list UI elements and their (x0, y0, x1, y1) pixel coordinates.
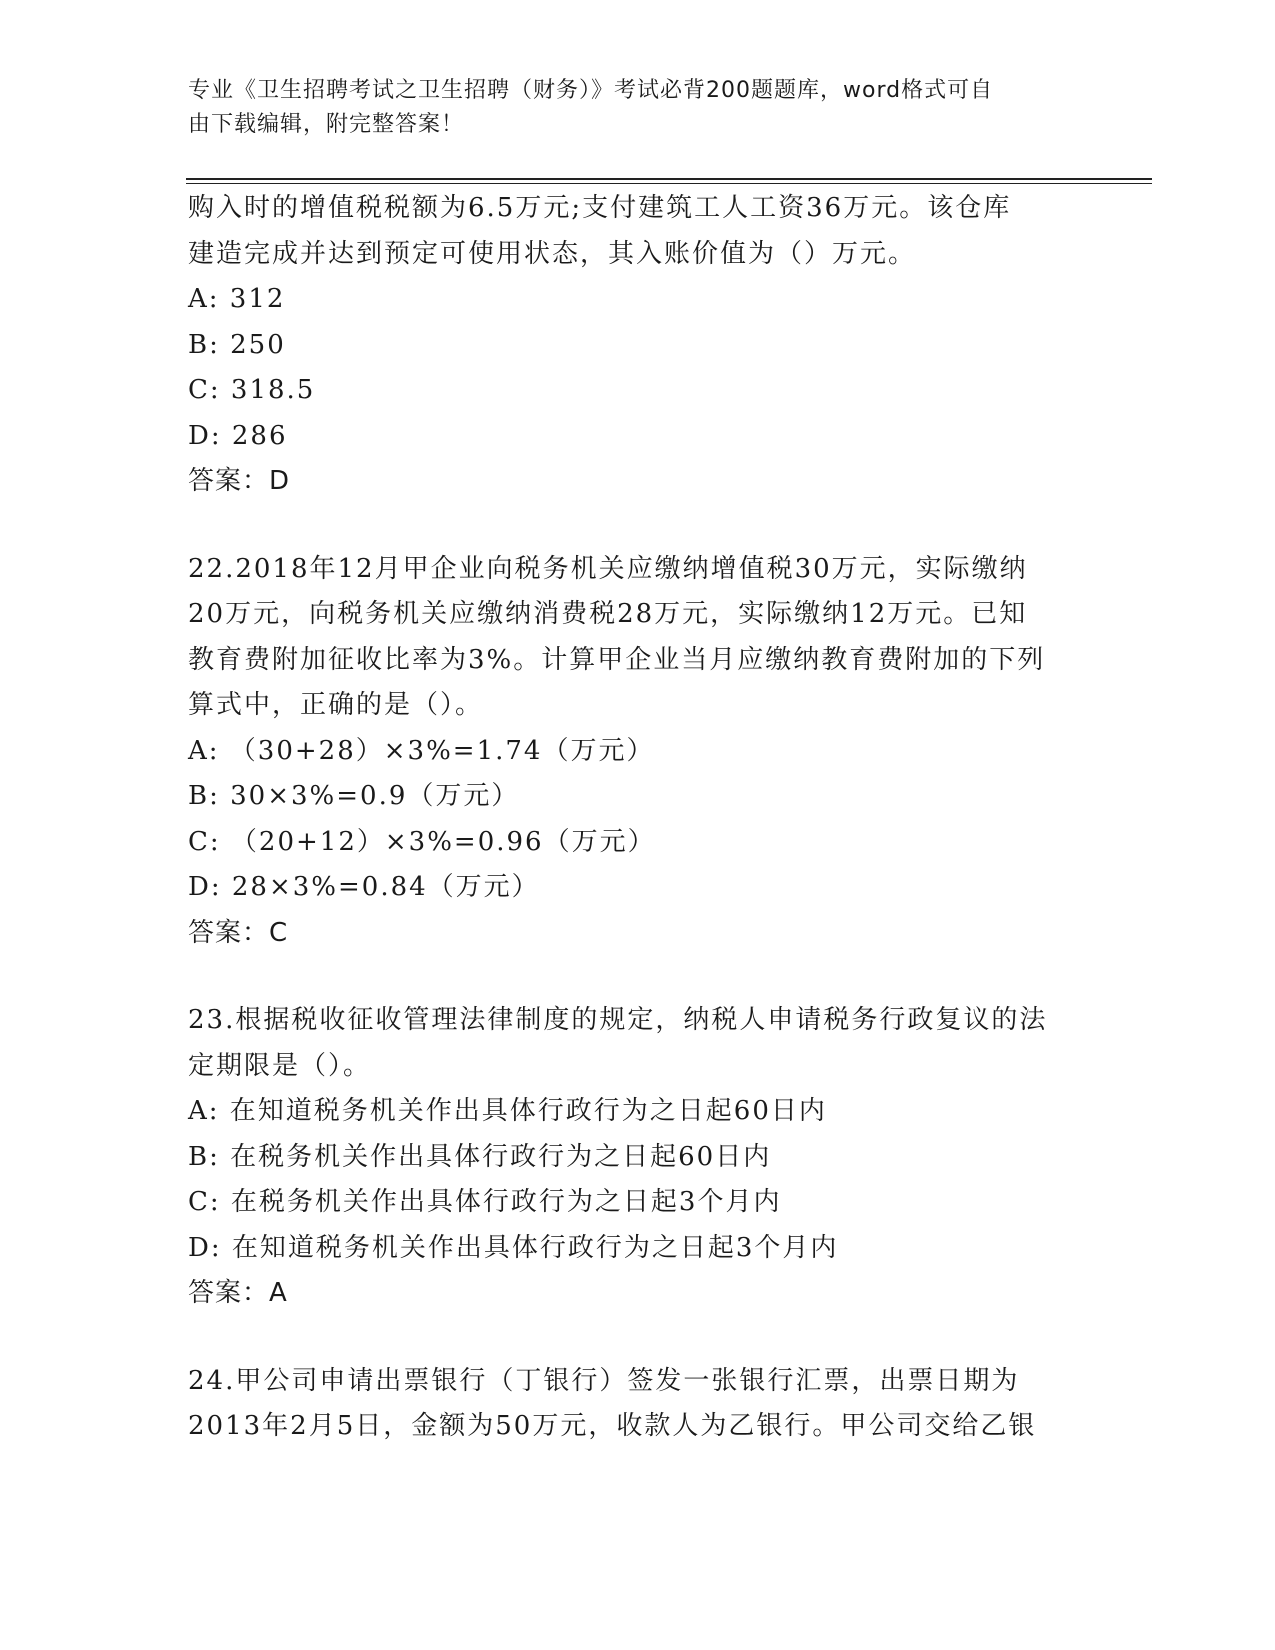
question-21 (188, 186, 1088, 505)
question-stem-line: 20万元，向税务机关应缴纳消费税28万元，实际缴纳12万元。已知 (188, 599, 1028, 629)
header-line-2: 由下载编辑，附完整答案！ (188, 112, 465, 137)
question-spacer (188, 505, 1088, 547)
header-rule-thick (186, 178, 1152, 180)
option-c: C: （20+12）×3%=0.96（万元） (188, 826, 656, 857)
option-b: B: 30×3%=0.9（万元） (188, 781, 520, 811)
option-c: C: 318.5 (188, 375, 316, 405)
header-line-1: 专业《卫生招聘考试之卫生招聘（财务）》考试必背200题题库，word格式可自 (188, 78, 994, 103)
question-stem-line: 22.2018年12月甲企业向税务机关应缴纳增值税30万元，实际缴纳 (188, 553, 1028, 584)
question-24 (188, 1359, 1088, 1450)
option-d: D: 286 (188, 420, 288, 451)
answer-line: 答案：A (188, 1278, 288, 1308)
question-spacer (188, 1317, 1088, 1359)
question-stem-line: 23.根据税收征收管理法律制度的规定，纳税人申请税务行政复议的法 (188, 1005, 1048, 1035)
question-stem-line: 算式中，正确的是（）。 (188, 690, 484, 720)
question-stem-line: 建造完成并达到预定可使用状态，其入账价值为（）万元。 (188, 238, 917, 269)
question-stem-line: 2013年2月5日，金额为50万元，收款人为乙银行。甲公司交给乙银 (188, 1411, 1037, 1441)
option-a: A: 在知道税务机关作出具体行政行为之日起60日内 (188, 1096, 827, 1126)
question-spacer (188, 956, 1088, 998)
question-stem-line: 教育费附加征收比率为3%。计算甲企业当月应缴纳教育费附加的下列 (188, 644, 1046, 675)
option-a: A: （30+28）×3%=1.74（万元） (188, 735, 655, 766)
header-rule-thin (186, 183, 1152, 184)
answer-line: 答案：C (188, 917, 289, 948)
option-d: D: 在知道税务机关作出具体行政行为之日起3个月内 (188, 1232, 839, 1263)
question-23 (188, 998, 1088, 1317)
option-c: C: 在税务机关作出具体行政行为之日起3个月内 (188, 1187, 782, 1217)
question-stem-line: 购入时的增值税税额为6.5万元;支付建筑工人工资36万元。该仓库 (188, 193, 1012, 223)
question-stem-line: 24.甲公司申请出票银行（丁银行）签发一张银行汇票，出票日期为 (188, 1365, 1020, 1396)
option-b: B: 在税务机关作出具体行政行为之日起60日内 (188, 1141, 772, 1172)
document-header (188, 74, 1068, 142)
question-22 (188, 547, 1088, 957)
question-stem-line: 定期限是（）。 (188, 1050, 372, 1081)
option-a: A: 312 (188, 284, 286, 314)
document-body (188, 186, 1088, 1450)
option-b: B: 250 (188, 329, 286, 360)
answer-line: 答案：D (188, 466, 291, 496)
option-d: D: 28×3%=0.84（万元） (188, 872, 540, 902)
